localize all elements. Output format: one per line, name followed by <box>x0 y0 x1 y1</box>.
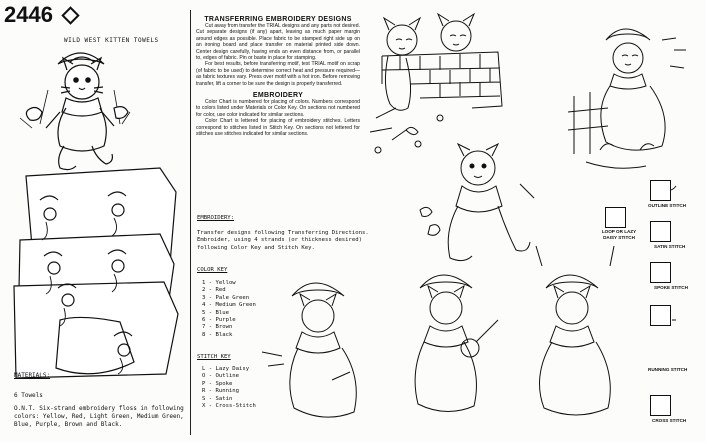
stitch-key-item: X - Cross-Stitch <box>202 403 256 410</box>
pattern-number: 2446 <box>4 2 53 27</box>
embroidery-heading: EMBROIDERY <box>252 92 304 100</box>
lazy-daisy-stitch-label: LOOP OR LAZY DAISY STITCH <box>601 229 637 240</box>
stitch-key-item: O - Outline <box>202 373 240 380</box>
embroidery-note-text: Transfer designs following Transferring Directions. Embroider, using 4 strands (or thickness desired) following Color Key and Stitch Key. <box>197 230 369 251</box>
materials-heading: MATERIALS: <box>14 372 51 379</box>
cross-stitch-label: CROSS STITCH <box>652 418 687 423</box>
color-key-item: 6 - Purple <box>202 317 236 324</box>
color-key-item: 5 - Blue <box>202 309 229 316</box>
color-key-item: 7 - Brown <box>202 324 233 331</box>
color-key-item: 8 - Black <box>202 331 233 338</box>
materials-item: 6 Towels <box>14 392 43 399</box>
running-stitch-label: RUNNING STITCH <box>648 367 688 372</box>
color-key-item: 1 - Yellow <box>202 280 236 286</box>
embroidery-paragraph: Color Chart is numbered for placing of colors. Numbers correspond to colors listed under Materials or Color Key. On sections not numbered for color, use color indicated for similar sections. <box>196 99 360 118</box>
transferring-heading: TRANSFERRING EMBROIDERY DESIGNS <box>204 16 352 23</box>
stitch-key-item: L - Lazy Daisy <box>202 366 250 372</box>
stitch-key-heading: STITCH KEY <box>197 354 231 360</box>
satin-stitch-label: SATIN STITCH <box>654 244 686 249</box>
color-key-heading: COLOR KEY <box>197 267 228 273</box>
stitch-key-item: P - Spoke <box>202 380 233 387</box>
embroidery-paragraph: Color Chart is lettered for placing of embroidery stitches. Letters correspond to stitches listed in Stitch Key. On sections not lettered for stitches use stitches indicated for similar sections. <box>196 118 360 138</box>
lazy-daisy-stitch-box <box>605 207 626 228</box>
kitten-bottom-right <box>536 246 614 415</box>
running-stitch-box <box>650 305 671 326</box>
spoke-stitch-label: SPOKE STITCH <box>654 285 688 290</box>
embroidery-note-heading: EMBROIDERY: <box>197 215 235 221</box>
kitten-bottom-left <box>262 283 356 417</box>
kitten-middle <box>420 144 534 261</box>
color-key-item: 3 - Pale Green <box>202 294 250 301</box>
color-key-item: 2 - Red <box>202 287 226 294</box>
outline-stitch-box <box>650 180 671 201</box>
transferring-paragraph: For best results, before transferring motif, test TRIAL motif on scrap (of fabric to be used) to determine correct heat and pressure required—as fabric textures vary. Press over motif with a hot iron. Before removing transfer, lift a corner to be sure the design is properly transferred. <box>196 61 360 87</box>
satin-stitch-box <box>650 221 671 242</box>
materials-text: O.N.T. Six-strand embroidery floss in following colors: Yellow, Red, Light Green, Medium Green, Blue, Purple, Brown and Black. <box>14 405 184 428</box>
stitch-key-item: S - Satin <box>202 395 233 402</box>
spoke-stitch-box <box>650 262 671 283</box>
kittens-on-wall <box>370 14 502 153</box>
towels-title: WILD WEST KITTEN TOWELS <box>64 37 159 44</box>
kitten-bottom-middle <box>415 275 498 412</box>
transferring-paragraph: Cut away from transfer the TRIAL designs and any parts not desired. Cut separate designs (if any) apart, leaving as much paper margin around edges as possible. Place fabric to be stamped right side up on an ironing board and place transfer on material printed side down. Center design carefully, having ends an even distance from, or parallel to, edges of fabric. Pin or baste in place for stamping. <box>196 23 360 62</box>
stitch-key-item: R - Running <box>202 388 240 395</box>
color-key-item: 4 - Medium Green <box>202 302 256 309</box>
kitten-at-fence <box>568 29 686 168</box>
cross-stitch-box <box>650 395 671 416</box>
outline-stitch-label: OUTLINE STITCH <box>648 203 687 208</box>
